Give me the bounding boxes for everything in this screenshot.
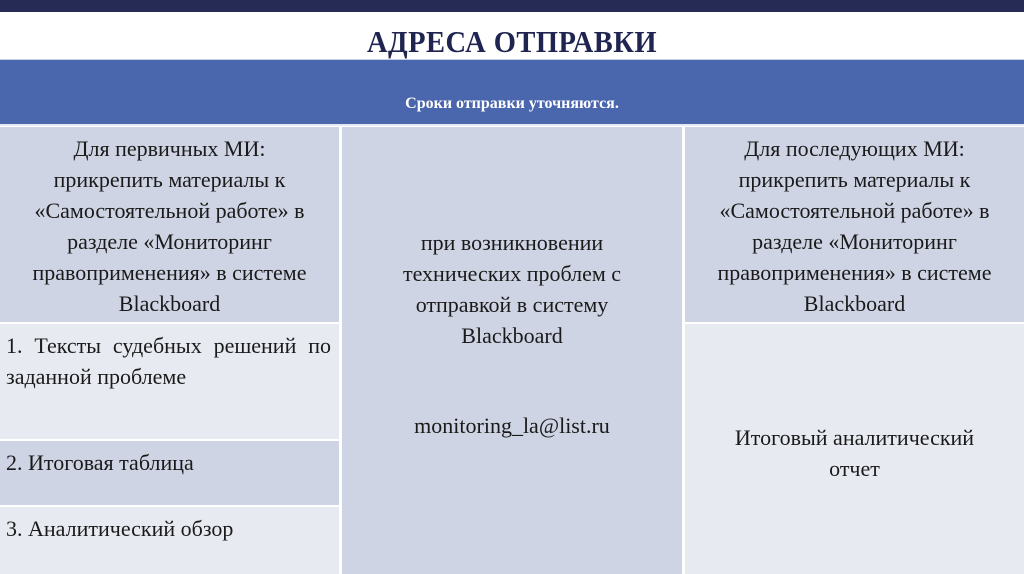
header-line: разделе «Мониторинг [752, 229, 957, 254]
header-line: правоприменения» в системе [32, 260, 307, 285]
primary-mi-header [0, 127, 339, 322]
header-line: Blackboard [118, 291, 221, 316]
subsequent-mi-header [685, 127, 1024, 322]
technical-problems-text [342, 227, 682, 351]
deadline-banner [0, 59, 1024, 126]
slide-title: АДРЕСА ОТПРАВКИ [366, 24, 658, 59]
header-line: Для первичных МИ: [73, 136, 266, 161]
list-item-court-decisions: 1. Тексты судебных решений по заданной проблеме [0, 324, 339, 439]
technical-problems-cell [342, 127, 682, 574]
text-line: Blackboard [461, 323, 563, 348]
top-bar [0, 0, 1024, 12]
header-line: Blackboard [803, 291, 906, 316]
final-report-cell [685, 324, 1024, 574]
banner-text: Сроки отправки уточняются. [405, 95, 619, 112]
text-line: отправкой в систему [415, 292, 609, 317]
header-line: прикрепить материалы к [53, 167, 286, 192]
header-line: разделе «Мониторинг [67, 229, 272, 254]
header-line: правоприменения» в системе [717, 260, 992, 285]
text-line: технических проблем с [402, 261, 622, 286]
support-email[interactable]: monitoring_la@list.ru [414, 413, 610, 438]
header-line: прикрепить материалы к [738, 167, 971, 192]
text-line: при возникновении [420, 230, 604, 255]
text-line: Итоговый аналитический [734, 425, 975, 450]
text-line: отчет [829, 456, 880, 481]
header-line: Для последующих МИ: [744, 136, 965, 161]
final-report-text [685, 422, 1024, 484]
header-line: «Самостоятельной работе» в [34, 198, 305, 223]
list-item-final-table: 2. Итоговая таблица [0, 441, 339, 505]
list-item-analytical-review: 3. Аналитический обзор [0, 507, 339, 574]
header-line: «Самостоятельной работе» в [719, 198, 990, 223]
